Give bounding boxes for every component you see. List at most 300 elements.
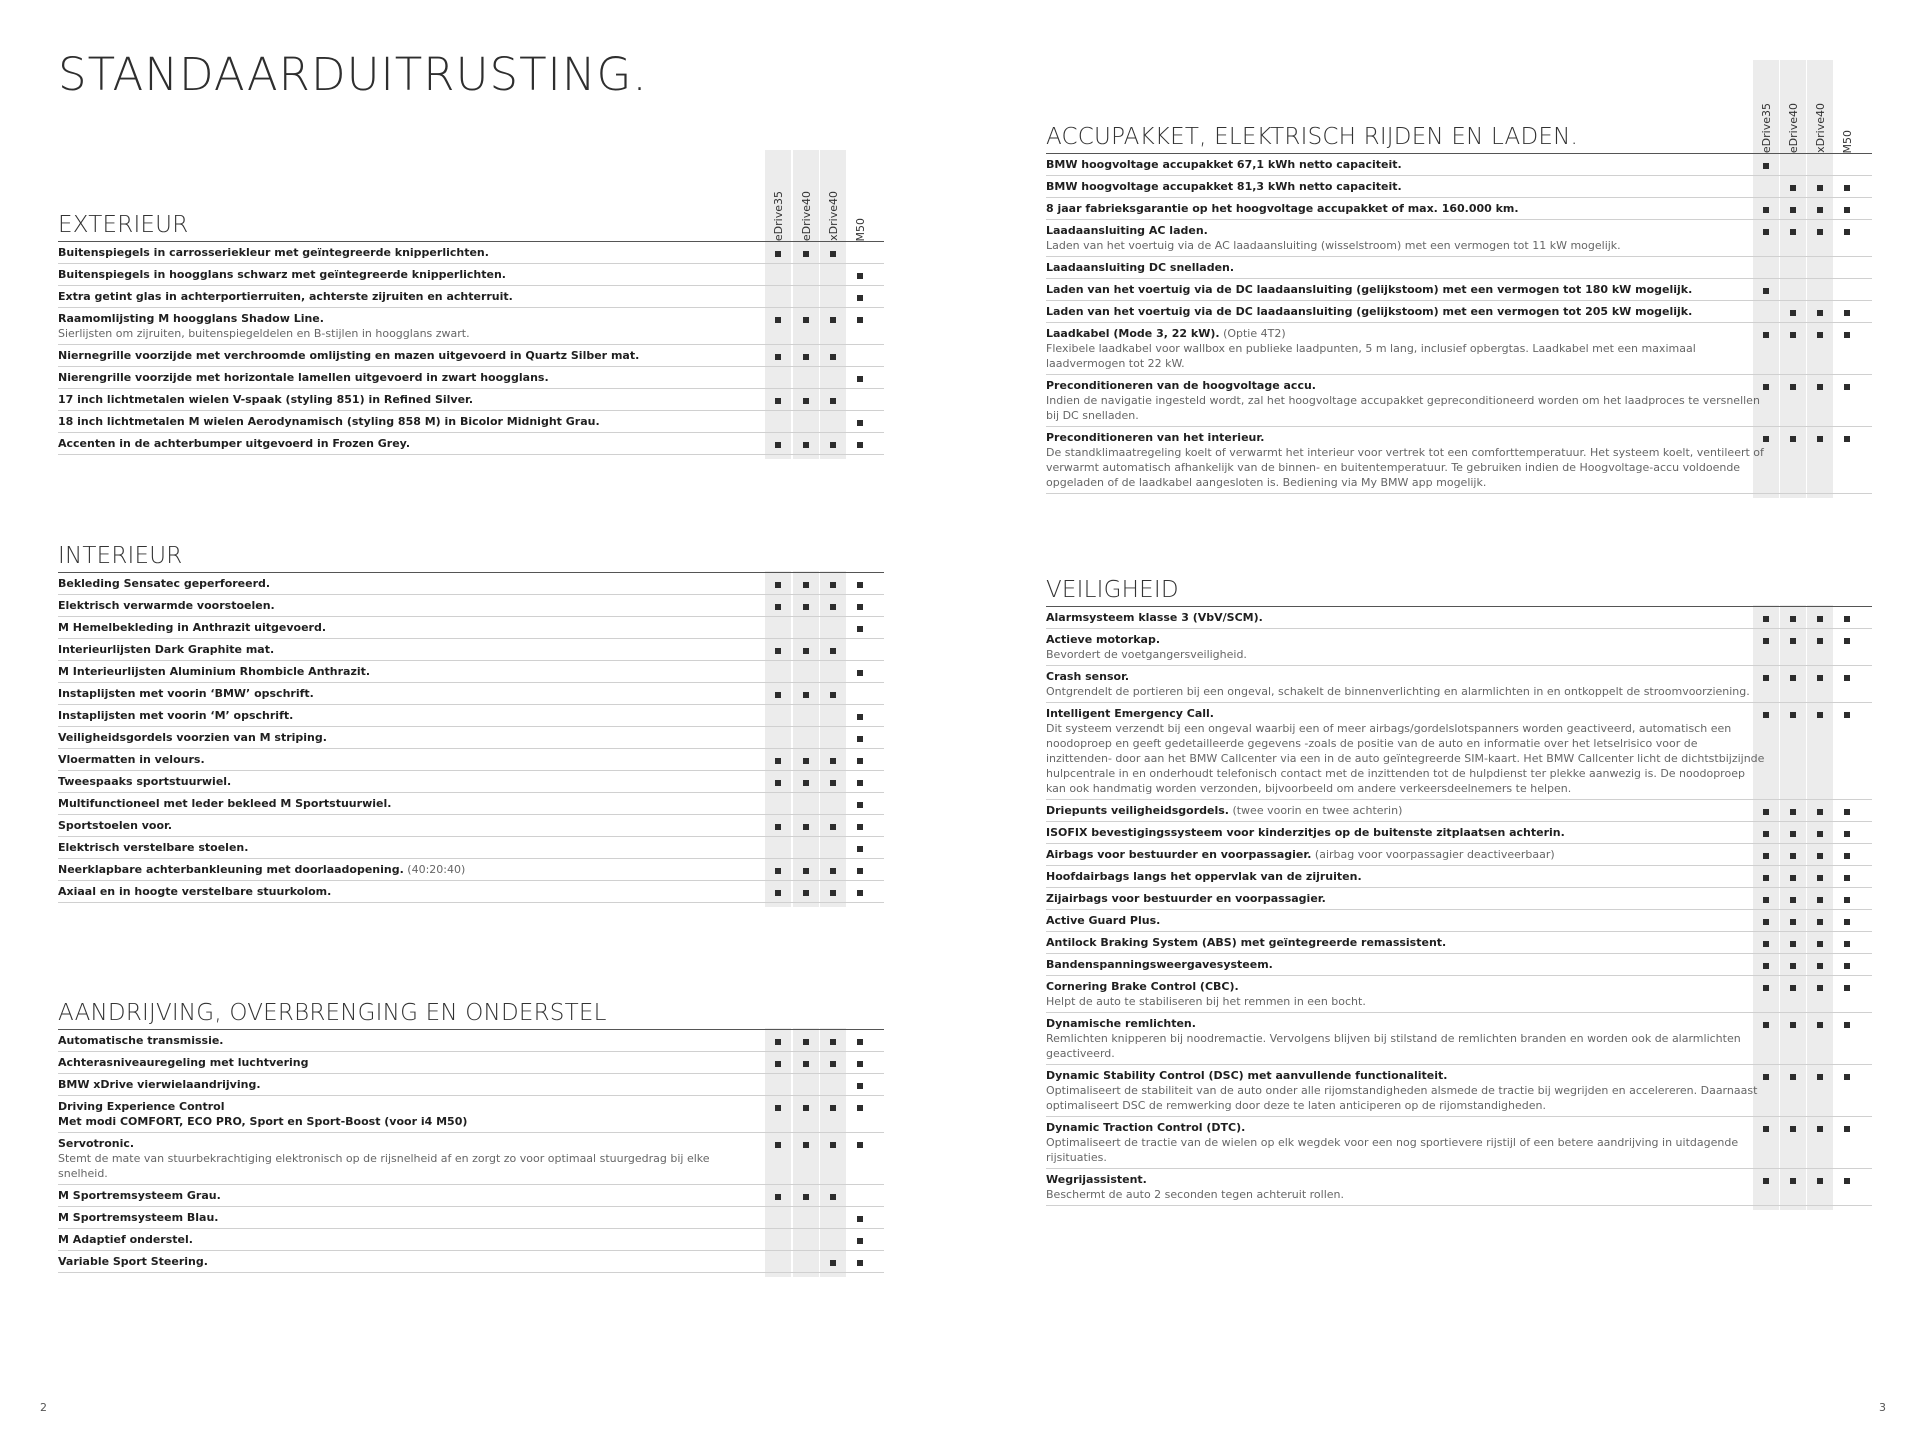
row-description: De standklimaatregeling koelt of verwarmt het interieur voor vertrek tot een comforttemperatuur. Het systeem koelt, ventileert of verwarmt automatisch afhankelijk van de binnen- en buitentemperatuur. Te gebruiken indien de Hoogvoltage-accu voldoende opgeladen of de laadkabel aangesloten is. Bediening via My BMW app mogelijk. [1046,446,1764,489]
standard-mark-edrive35 [1763,712,1769,718]
standard-mark-xdrive40 [1817,675,1823,681]
standard-mark-edrive35 [775,692,781,698]
standard-mark-edrive40 [803,398,809,404]
spec-row [1046,198,1872,220]
standard-mark-m50 [1844,919,1850,925]
standard-mark-edrive35 [1763,616,1769,622]
standard-mark-xdrive40 [830,1061,836,1067]
standard-mark-edrive35 [1763,384,1769,390]
column-header-label: eDrive35 [771,190,785,241]
spec-rows [58,242,884,455]
row-title: Instaplijsten met voorin ‘BMW’ opschrift. [58,687,314,700]
standard-mark-m50 [1844,638,1850,644]
column-header-edrive35 [765,167,791,241]
standard-mark-xdrive40 [830,1194,836,1200]
standard-mark-xdrive40 [830,868,836,874]
standard-mark-m50 [1844,185,1850,191]
standard-mark-edrive35 [1763,1126,1769,1132]
row-title: Bandenspanningsweergavesysteem. [1046,958,1273,971]
standard-mark-xdrive40 [1817,985,1823,991]
standard-mark-edrive40 [803,868,809,874]
standard-mark-xdrive40 [1817,1022,1823,1028]
standard-mark-m50 [857,1142,863,1148]
standard-mark-edrive35 [1763,1074,1769,1080]
standard-mark-xdrive40 [1817,616,1823,622]
standard-mark-edrive35 [775,354,781,360]
column-header-edrive35 [1753,79,1779,153]
spec-row [58,815,884,837]
row-description: Bevordert de voetgangersveiligheid. [1046,648,1247,661]
spec-row [1046,427,1872,494]
standard-mark-edrive40 [1790,332,1796,338]
row-title: Axiaal en in hoogte verstelbare stuurkolom. [58,885,332,898]
row-title: ISOFIX bevestigingssysteem voor kinderzitjes op de buitenste zitplaatsen achterin. [1046,826,1565,839]
standard-mark-edrive35 [775,1061,781,1067]
row-title: Achterasniveauregeling met luchtvering [58,1056,309,1069]
row-title: Alarmsysteem klasse 3 (VbV/SCM). [1046,611,1263,624]
standard-mark-edrive40 [803,890,809,896]
standard-mark-xdrive40 [830,648,836,654]
column-header-label: M50 [853,217,867,241]
spec-row [1046,629,1872,666]
standard-mark-m50 [857,714,863,720]
row-title: Hoofdairbags langs het oppervlak van de zijruiten. [1046,870,1362,883]
row-title: Dynamische remlichten. [1046,1017,1196,1030]
row-note: (airbag voor voorpassagier deactiveerbaar) [1314,848,1555,861]
standard-mark-edrive35 [775,824,781,830]
standard-mark-m50 [857,780,863,786]
column-header-edrive40 [1780,79,1806,153]
spec-row [1046,866,1872,888]
spec-row [58,573,884,595]
spec-row [58,1207,884,1229]
standard-mark-edrive40 [1790,384,1796,390]
spec-row [58,771,884,793]
standard-mark-edrive40 [1790,963,1796,969]
spec-row [58,411,884,433]
standard-mark-edrive35 [1763,853,1769,859]
standard-mark-m50 [857,1216,863,1222]
column-header-label: xDrive40 [1813,103,1827,153]
standard-mark-edrive40 [1790,638,1796,644]
spec-row [58,683,884,705]
standard-mark-m50 [857,890,863,896]
standard-mark-edrive35 [1763,875,1769,881]
standard-mark-edrive40 [1790,853,1796,859]
row-title: 8 jaar fabrieksgarantie op het hoogvoltage accupakket of max. 160.000 km. [1046,202,1519,215]
row-note: (Optie 4T2) [1223,327,1286,340]
row-title: Bekleding Sensatec geperforeerd. [58,577,271,590]
standard-mark-xdrive40 [1817,310,1823,316]
standard-mark-m50 [1844,616,1850,622]
standard-mark-m50 [857,758,863,764]
spec-row [1046,1117,1872,1169]
row-title: Dynamic Traction Control (DTC). [1046,1121,1246,1134]
row-title: M Hemelbekleding in Anthrazit uitgevoerd. [58,621,327,634]
column-header-xdrive40 [820,167,846,241]
standard-mark-edrive40 [1790,207,1796,213]
standard-mark-m50 [1844,897,1850,903]
row-title: BMW xDrive vierwielaandrijving. [58,1078,261,1091]
standard-mark-m50 [1844,1178,1850,1184]
column-header-label: eDrive40 [1786,102,1800,153]
standard-mark-edrive35 [1763,941,1769,947]
spec-row [1046,323,1872,375]
spec-row [58,367,884,389]
row-title: Buitenspiegels in hoogglans schwarz met geïntegreerde knipperlichten. [58,268,506,281]
spec-row [58,859,884,881]
row-title: Variable Sport Steering. [58,1255,208,1268]
standard-mark-m50 [1844,985,1850,991]
standard-mark-edrive40 [1790,897,1796,903]
spec-row [58,639,884,661]
standard-mark-edrive35 [775,780,781,786]
row-title: Driepunts veiligheidsgordels. [1046,804,1229,817]
standard-mark-edrive40 [803,1142,809,1148]
row-title-line2: Met modi COMFORT, ECO PRO, Sport en Sport-Boost (voor i4 M50) [58,1115,468,1128]
column-header-edrive40 [793,167,819,241]
row-title: Multifunctioneel met leder bekleed M Sportstuurwiel. [58,797,392,810]
spec-row [1046,800,1872,822]
standard-mark-edrive35 [1763,288,1769,294]
spec-row [58,793,884,815]
standard-mark-edrive35 [775,868,781,874]
row-description: Sierlijsten om zijruiten, buitenspiegeldelen en B-stijlen in hoogglans zwart. [58,327,470,340]
section-header [1046,58,1872,154]
row-title: Laadaansluiting DC snelladen. [1046,261,1235,274]
section-interieur [58,538,884,903]
standard-mark-m50 [1844,229,1850,235]
standard-mark-edrive40 [1790,436,1796,442]
page-number-right: 3 [1879,1401,1886,1414]
spec-row [58,595,884,617]
row-title: Extra getint glas in achterportierruiten, achterste zijruiten en achterruit. [58,290,513,303]
standard-mark-edrive35 [1763,163,1769,169]
spec-row [58,242,884,264]
section-veiligheid [1046,572,1872,1206]
row-title: 17 inch lichtmetalen wielen V-spaak (styling 851) in Refined Silver. [58,393,474,406]
row-description: Helpt de auto te stabiliseren bij het remmen in een bocht. [1046,995,1366,1008]
standard-mark-xdrive40 [830,1142,836,1148]
standard-mark-edrive35 [1763,207,1769,213]
standard-mark-m50 [857,420,863,426]
spec-row [1046,844,1872,866]
spec-row [58,837,884,859]
section-header [58,538,884,573]
row-title: Cornering Brake Control (CBC). [1046,980,1239,993]
section-header [58,148,884,242]
standard-mark-m50 [1844,1022,1850,1028]
spec-row [1046,607,1872,629]
standard-mark-xdrive40 [830,442,836,448]
row-title: Buitenspiegels in carrosseriekleur met geïntegreerde knipperlichten. [58,246,489,259]
standard-mark-m50 [857,317,863,323]
row-title: Actieve motorkap. [1046,633,1161,646]
standard-mark-edrive40 [1790,1126,1796,1132]
row-title: Zijairbags voor bestuurder en voorpassagier. [1046,892,1326,905]
column-header-label: eDrive40 [799,190,813,241]
row-description: Optimaliseert de stabiliteit van de auto onder alle rijomstandigheden alsmede de tractie bij wegrijden en accelereren. Daarnaast optimaliseert DSC de remwerking door deze te laten anticiperen op de rijomstandigheden. [1046,1084,1758,1112]
standard-mark-m50 [1844,875,1850,881]
row-title: Vloermatten in velours. [58,753,205,766]
standard-mark-edrive40 [1790,985,1796,991]
standard-mark-xdrive40 [1817,229,1823,235]
spec-row [58,286,884,308]
standard-mark-edrive40 [803,442,809,448]
row-description: Remlichten knipperen bij noodremactie. Vervolgens blijven bij stilstand de remlichten branden en worden ook de alarmlichten geactiveerd. [1046,1032,1741,1060]
standard-mark-edrive35 [1763,985,1769,991]
standard-mark-edrive35 [1763,1022,1769,1028]
row-title: Laadaansluiting AC laden. [1046,224,1208,237]
spec-row [58,433,884,455]
row-title: Intelligent Emergency Call. [1046,707,1214,720]
standard-mark-edrive40 [803,317,809,323]
standard-mark-xdrive40 [1817,384,1823,390]
standard-mark-edrive35 [1763,436,1769,442]
standard-mark-edrive35 [775,890,781,896]
standard-mark-m50 [857,824,863,830]
row-title: Raamomlijsting M hoogglans Shadow Line. [58,312,324,325]
standard-mark-xdrive40 [1817,1178,1823,1184]
standard-mark-m50 [857,604,863,610]
standard-mark-m50 [857,442,863,448]
standard-mark-xdrive40 [1817,897,1823,903]
standard-mark-xdrive40 [830,398,836,404]
standard-mark-edrive35 [775,648,781,654]
spec-row [1046,1013,1872,1065]
column-header-label: eDrive35 [1759,102,1773,153]
standard-mark-edrive35 [1763,229,1769,235]
row-title: Crash sensor. [1046,670,1130,683]
standard-mark-m50 [857,1039,863,1045]
standard-mark-edrive40 [1790,875,1796,881]
standard-mark-edrive40 [803,758,809,764]
standard-mark-m50 [857,670,863,676]
row-title: Wegrijassistent. [1046,1173,1147,1186]
standard-mark-edrive35 [775,1039,781,1045]
spec-row [1046,375,1872,427]
spec-row [1046,257,1872,279]
standard-mark-m50 [857,582,863,588]
standard-mark-m50 [857,273,863,279]
column-header-label: M50 [1840,129,1854,153]
row-description: Indien de navigatie ingesteld wordt, zal het hoogvoltage accupakket gepreconditioneerd worden om het laadproces te versnellen bij DC snelladen. [1046,394,1760,422]
row-title: Airbags voor bestuurder en voorpassagier. [1046,848,1312,861]
spec-row [58,264,884,286]
standard-mark-edrive35 [775,398,781,404]
standard-mark-xdrive40 [1817,1126,1823,1132]
standard-mark-m50 [857,295,863,301]
standard-mark-m50 [1844,963,1850,969]
row-title: Active Guard Plus. [1046,914,1161,927]
row-title: M Interieurlijsten Aluminium Rhombicle Anthrazit. [58,665,371,678]
standard-mark-m50 [857,802,863,808]
row-title: Elektrisch verstelbare stoelen. [58,841,249,854]
spec-rows [58,1030,884,1273]
standard-mark-xdrive40 [1817,638,1823,644]
standard-mark-xdrive40 [1817,436,1823,442]
standard-mark-edrive40 [1790,712,1796,718]
row-title: Neerklapbare achterbankleuning met doorlaadopening. [58,863,404,876]
spec-rows [1046,154,1872,494]
section-accupakket [1046,58,1872,494]
standard-mark-xdrive40 [1817,332,1823,338]
standard-mark-xdrive40 [1817,185,1823,191]
row-title: Elektrisch verwarmde voorstoelen. [58,599,275,612]
spec-rows [1046,607,1872,1206]
standard-mark-xdrive40 [830,251,836,257]
spec-row [1046,176,1872,198]
standard-mark-xdrive40 [830,354,836,360]
spec-row [58,389,884,411]
spec-row [58,661,884,683]
row-description: Optimaliseert de tractie van de wielen op elk wegdek voor een nog sportievere rijstijl of een betere aandrijving in uitdagende rijsituaties. [1046,1136,1739,1164]
standard-mark-edrive40 [1790,616,1796,622]
spec-row [58,308,884,345]
row-title: Servotronic. [58,1137,135,1150]
standard-mark-m50 [857,1105,863,1111]
row-title: Automatische transmissie. [58,1034,224,1047]
standard-mark-edrive35 [775,442,781,448]
standard-mark-xdrive40 [1817,712,1823,718]
row-title: 18 inch lichtmetalen M wielen Aerodynamisch (styling 858 M) in Bicolor Midnight Grau. [58,415,600,428]
standard-mark-m50 [857,1238,863,1244]
row-title: BMW hoogvoltage accupakket 67,1 kWh netto capaciteit. [1046,158,1402,171]
spec-row [58,1251,884,1273]
standard-mark-edrive40 [803,824,809,830]
standard-mark-edrive35 [1763,809,1769,815]
standard-mark-m50 [1844,1126,1850,1132]
standard-mark-edrive40 [1790,229,1796,235]
standard-mark-edrive35 [775,758,781,764]
row-description: Flexibele laadkabel voor wallbox en publieke laadpunten, 5 m lang, inclusief opbergtas. Laadkabel met een maximaal laadvermogen tot 22 kW. [1046,342,1696,370]
row-title: Accenten in de achterbumper uitgevoerd in Frozen Grey. [58,437,411,450]
row-title: Driving Experience Control [58,1100,225,1113]
standard-mark-edrive40 [1790,1178,1796,1184]
section-exterieur [58,148,884,455]
spec-row [58,727,884,749]
standard-mark-m50 [857,846,863,852]
standard-mark-xdrive40 [830,692,836,698]
standard-mark-edrive35 [1763,638,1769,644]
standard-mark-edrive40 [803,582,809,588]
spec-row [58,1052,884,1074]
spec-row [1046,703,1872,800]
spec-row [1046,1065,1872,1117]
section-title: INTERIEUR [58,543,183,569]
standard-mark-edrive35 [775,582,781,588]
standard-mark-m50 [1844,675,1850,681]
row-title: M Sportremsysteem Blau. [58,1211,219,1224]
section-header [58,995,884,1030]
spec-row [58,705,884,727]
standard-mark-m50 [857,1083,863,1089]
standard-mark-m50 [857,736,863,742]
standard-mark-xdrive40 [1817,1074,1823,1080]
standard-mark-xdrive40 [830,317,836,323]
row-note: (twee voorin en twee achterin) [1232,804,1403,817]
standard-mark-m50 [1844,831,1850,837]
standard-mark-xdrive40 [830,1260,836,1266]
standard-mark-edrive40 [1790,919,1796,925]
row-title: Sportstoelen voor. [58,819,173,832]
standard-mark-edrive35 [1763,963,1769,969]
spec-row [1046,954,1872,976]
standard-mark-xdrive40 [1817,875,1823,881]
standard-mark-edrive40 [803,604,809,610]
standard-mark-edrive35 [1763,675,1769,681]
spec-row [1046,1169,1872,1206]
row-title: Veiligheidsgordels voorzien van M striping. [58,731,327,744]
standard-mark-m50 [857,868,863,874]
standard-mark-edrive40 [803,354,809,360]
row-note: (40:20:40) [407,863,466,876]
standard-mark-edrive40 [803,1039,809,1045]
spec-row [58,1229,884,1251]
standard-mark-m50 [1844,384,1850,390]
standard-mark-xdrive40 [830,824,836,830]
standard-mark-edrive35 [1763,1178,1769,1184]
standard-mark-edrive35 [1763,831,1769,837]
spec-row [58,345,884,367]
standard-mark-xdrive40 [1817,809,1823,815]
spec-row [1046,976,1872,1013]
row-title: Dynamic Stability Control (DSC) met aanvullende functionaliteit. [1046,1069,1448,1082]
standard-mark-m50 [1844,941,1850,947]
row-title: Nierengrille voorzijde met horizontale lamellen uitgevoerd in zwart hoogglans. [58,371,549,384]
standard-mark-m50 [1844,853,1850,859]
section-header [1046,572,1872,607]
standard-mark-edrive40 [803,1194,809,1200]
standard-mark-edrive40 [1790,1074,1796,1080]
standard-mark-edrive40 [1790,1022,1796,1028]
standard-mark-edrive40 [1790,941,1796,947]
standard-mark-xdrive40 [830,890,836,896]
spec-row [1046,301,1872,323]
standard-mark-m50 [857,1061,863,1067]
row-title: M Adaptief onderstel. [58,1233,193,1246]
column-header-label: xDrive40 [826,191,840,241]
spec-row [58,749,884,771]
row-title: M Sportremsysteem Grau. [58,1189,221,1202]
section-title: EXTERIEUR [58,212,189,238]
spec-row [1046,220,1872,257]
standard-mark-m50 [1844,712,1850,718]
standard-mark-m50 [1844,1074,1850,1080]
section-title: ACCUPAKKET, ELEKTRISCH RIJDEN EN LADEN. [1046,124,1579,150]
spec-row [58,1030,884,1052]
row-description: Beschermt de auto 2 seconden tegen achteruit rollen. [1046,1188,1345,1201]
spec-row [1046,279,1872,301]
standard-mark-edrive40 [1790,675,1796,681]
page-title: STANDAARDUITRUSTING. [58,48,648,101]
column-header-m50 [1834,79,1860,153]
row-title: Laden van het voertuig via de DC laadaansluiting (gelijkstoom) met een vermogen tot 180 kW mogelijk. [1046,283,1693,296]
standard-mark-edrive35 [775,1142,781,1148]
row-title: BMW hoogvoltage accupakket 81,3 kWh netto capaciteit. [1046,180,1402,193]
row-title: Laden van het voertuig via de DC laadaansluiting (gelijkstoom) met een vermogen tot 205 kW mogelijk. [1046,305,1693,318]
standard-mark-xdrive40 [830,582,836,588]
standard-mark-m50 [1844,207,1850,213]
standard-mark-xdrive40 [1817,853,1823,859]
standard-mark-xdrive40 [830,780,836,786]
row-title: Instaplijsten met voorin ‘M’ opschrift. [58,709,294,722]
page-number-left: 2 [40,1401,47,1414]
row-title: Tweespaaks sportstuurwiel. [58,775,232,788]
row-description: Laden van het voertuig via de AC laadaansluiting (wisselstroom) met een vermogen tot 11 kW mogelijk. [1046,239,1621,252]
row-title: Preconditioneren van het interieur. [1046,431,1265,444]
standard-mark-xdrive40 [1817,941,1823,947]
